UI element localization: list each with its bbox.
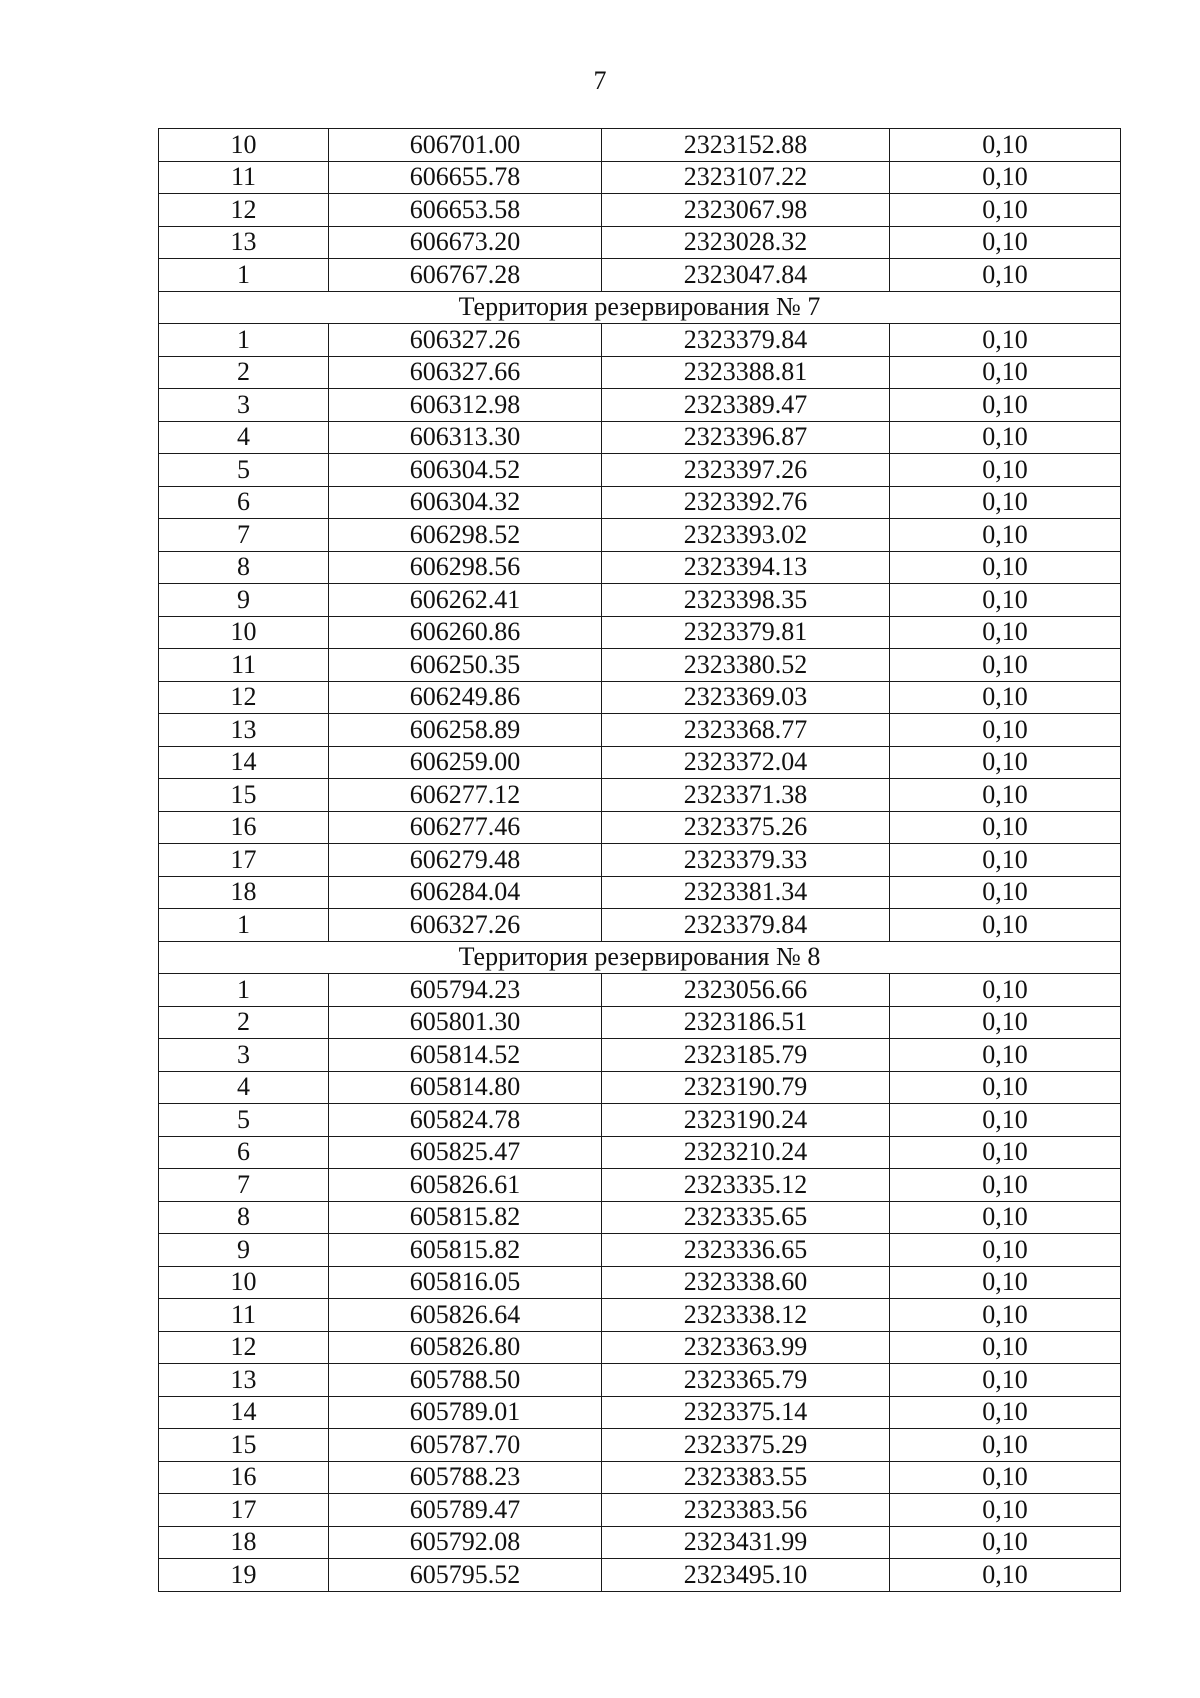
point-number-cell: 16 [159,1461,329,1494]
x-coordinate-cell: 606277.46 [329,811,602,844]
table-row [159,356,1121,389]
table-row [159,1039,1121,1072]
accuracy-cell: 0,10 [890,584,1121,617]
accuracy-cell: 0,10 [890,909,1121,942]
point-number-cell: 1 [159,974,329,1007]
x-coordinate-cell: 605792.08 [329,1526,602,1559]
accuracy-cell: 0,10 [890,1201,1121,1234]
x-coordinate-cell: 606304.32 [329,486,602,519]
accuracy-cell: 0,10 [890,356,1121,389]
point-number-cell: 1 [159,324,329,357]
accuracy-cell: 0,10 [890,226,1121,259]
point-number-cell: 18 [159,1526,329,1559]
accuracy-cell: 0,10 [890,714,1121,747]
y-coordinate-cell: 2323190.24 [602,1104,890,1137]
point-number-cell: 7 [159,1169,329,1202]
table-row [159,1006,1121,1039]
table-row [159,974,1121,1007]
y-coordinate-cell: 2323336.65 [602,1234,890,1267]
x-coordinate-cell: 606260.86 [329,616,602,649]
coordinates-table-body [159,129,1121,1592]
y-coordinate-cell: 2323185.79 [602,1039,890,1072]
accuracy-cell: 0,10 [890,1039,1121,1072]
x-coordinate-cell: 606277.12 [329,779,602,812]
y-coordinate-cell: 2323363.99 [602,1331,890,1364]
table-row [159,746,1121,779]
y-coordinate-cell: 2323389.47 [602,389,890,422]
x-coordinate-cell: 606653.58 [329,194,602,227]
point-number-cell: 15 [159,779,329,812]
table-row [159,226,1121,259]
x-coordinate-cell: 605815.82 [329,1234,602,1267]
x-coordinate-cell: 606298.56 [329,551,602,584]
x-coordinate-cell: 605788.23 [329,1461,602,1494]
table-row [159,811,1121,844]
x-coordinate-cell: 605826.61 [329,1169,602,1202]
x-coordinate-cell: 605825.47 [329,1136,602,1169]
accuracy-cell: 0,10 [890,844,1121,877]
y-coordinate-cell: 2323375.14 [602,1396,890,1429]
table-row [159,1396,1121,1429]
y-coordinate-cell: 2323107.22 [602,161,890,194]
y-coordinate-cell: 2323379.81 [602,616,890,649]
accuracy-cell: 0,10 [890,1104,1121,1137]
y-coordinate-cell: 2323186.51 [602,1006,890,1039]
table-row [159,1299,1121,1332]
point-number-cell: 10 [159,616,329,649]
accuracy-cell: 0,10 [890,551,1121,584]
y-coordinate-cell: 2323067.98 [602,194,890,227]
point-number-cell: 18 [159,876,329,909]
y-coordinate-cell: 2323380.52 [602,649,890,682]
section-title: Территория резервирования № 8 [159,941,1121,974]
y-coordinate-cell: 2323210.24 [602,1136,890,1169]
point-number-cell: 12 [159,1331,329,1364]
x-coordinate-cell: 606327.26 [329,909,602,942]
point-number-cell: 12 [159,681,329,714]
accuracy-cell: 0,10 [890,1331,1121,1364]
accuracy-cell: 0,10 [890,194,1121,227]
table-row [159,194,1121,227]
x-coordinate-cell: 605815.82 [329,1201,602,1234]
table-row [159,421,1121,454]
table-row [159,844,1121,877]
accuracy-cell: 0,10 [890,876,1121,909]
accuracy-cell: 0,10 [890,649,1121,682]
page-number: 7 [593,66,607,95]
table-row [159,616,1121,649]
section-header-row [159,291,1121,324]
table-row [159,876,1121,909]
table-row [159,1461,1121,1494]
table-row [159,1364,1121,1397]
accuracy-cell: 0,10 [890,324,1121,357]
x-coordinate-cell: 606673.20 [329,226,602,259]
point-number-cell: 5 [159,1104,329,1137]
table-row [159,1234,1121,1267]
table-row [159,909,1121,942]
table-row [159,519,1121,552]
table-row [159,714,1121,747]
y-coordinate-cell: 2323375.29 [602,1429,890,1462]
point-number-cell: 13 [159,1364,329,1397]
accuracy-cell: 0,10 [890,1559,1121,1592]
y-coordinate-cell: 2323368.77 [602,714,890,747]
x-coordinate-cell: 606312.98 [329,389,602,422]
accuracy-cell: 0,10 [890,811,1121,844]
point-number-cell: 5 [159,454,329,487]
accuracy-cell: 0,10 [890,519,1121,552]
point-number-cell: 3 [159,389,329,422]
accuracy-cell: 0,10 [890,129,1121,162]
point-number-cell: 8 [159,551,329,584]
y-coordinate-cell: 2323379.33 [602,844,890,877]
table-row [159,649,1121,682]
accuracy-cell: 0,10 [890,1299,1121,1332]
table-row [159,1429,1121,1462]
y-coordinate-cell: 2323047.84 [602,259,890,292]
table-row [159,1559,1121,1592]
point-number-cell: 11 [159,161,329,194]
y-coordinate-cell: 2323388.81 [602,356,890,389]
point-number-cell: 2 [159,356,329,389]
accuracy-cell: 0,10 [890,259,1121,292]
x-coordinate-cell: 606249.86 [329,681,602,714]
x-coordinate-cell: 606259.00 [329,746,602,779]
accuracy-cell: 0,10 [890,421,1121,454]
table-row [159,454,1121,487]
section-header-row [159,941,1121,974]
point-number-cell: 6 [159,1136,329,1169]
coordinates-table [158,128,1121,1592]
accuracy-cell: 0,10 [890,974,1121,1007]
y-coordinate-cell: 2323495.10 [602,1559,890,1592]
accuracy-cell: 0,10 [890,1364,1121,1397]
x-coordinate-cell: 606284.04 [329,876,602,909]
table-row [159,681,1121,714]
point-number-cell: 14 [159,746,329,779]
y-coordinate-cell: 2323383.55 [602,1461,890,1494]
x-coordinate-cell: 606327.26 [329,324,602,357]
point-number-cell: 10 [159,1266,329,1299]
accuracy-cell: 0,10 [890,779,1121,812]
y-coordinate-cell: 2323393.02 [602,519,890,552]
x-coordinate-cell: 605788.50 [329,1364,602,1397]
table-row [159,1494,1121,1527]
point-number-cell: 4 [159,1071,329,1104]
table-row [159,389,1121,422]
y-coordinate-cell: 2323383.56 [602,1494,890,1527]
accuracy-cell: 0,10 [890,681,1121,714]
table-row [159,486,1121,519]
table-row [159,1266,1121,1299]
accuracy-cell: 0,10 [890,746,1121,779]
point-number-cell: 17 [159,844,329,877]
x-coordinate-cell: 605795.52 [329,1559,602,1592]
point-number-cell: 14 [159,1396,329,1429]
point-number-cell: 19 [159,1559,329,1592]
x-coordinate-cell: 605801.30 [329,1006,602,1039]
point-number-cell: 1 [159,259,329,292]
point-number-cell: 8 [159,1201,329,1234]
point-number-cell: 13 [159,226,329,259]
section-title: Территория резервирования № 7 [159,291,1121,324]
accuracy-cell: 0,10 [890,1136,1121,1169]
accuracy-cell: 0,10 [890,1526,1121,1559]
accuracy-cell: 0,10 [890,1396,1121,1429]
table-row [159,779,1121,812]
y-coordinate-cell: 2323431.99 [602,1526,890,1559]
point-number-cell: 2 [159,1006,329,1039]
accuracy-cell: 0,10 [890,1006,1121,1039]
y-coordinate-cell: 2323056.66 [602,974,890,1007]
y-coordinate-cell: 2323394.13 [602,551,890,584]
y-coordinate-cell: 2323190.79 [602,1071,890,1104]
table-row [159,161,1121,194]
x-coordinate-cell: 606655.78 [329,161,602,194]
point-number-cell: 13 [159,714,329,747]
table-row [159,129,1121,162]
table-row [159,324,1121,357]
x-coordinate-cell: 605814.80 [329,1071,602,1104]
y-coordinate-cell: 2323381.34 [602,876,890,909]
point-number-cell: 15 [159,1429,329,1462]
y-coordinate-cell: 2323396.87 [602,421,890,454]
y-coordinate-cell: 2323392.76 [602,486,890,519]
point-number-cell: 9 [159,584,329,617]
point-number-cell: 17 [159,1494,329,1527]
accuracy-cell: 0,10 [890,1071,1121,1104]
x-coordinate-cell: 606327.66 [329,356,602,389]
point-number-cell: 4 [159,421,329,454]
y-coordinate-cell: 2323365.79 [602,1364,890,1397]
x-coordinate-cell: 605814.52 [329,1039,602,1072]
y-coordinate-cell: 2323397.26 [602,454,890,487]
point-number-cell: 7 [159,519,329,552]
y-coordinate-cell: 2323335.12 [602,1169,890,1202]
y-coordinate-cell: 2323369.03 [602,681,890,714]
point-number-cell: 6 [159,486,329,519]
x-coordinate-cell: 606701.00 [329,129,602,162]
accuracy-cell: 0,10 [890,161,1121,194]
x-coordinate-cell: 606767.28 [329,259,602,292]
y-coordinate-cell: 2323375.26 [602,811,890,844]
table-row [159,1104,1121,1137]
table-row [159,1136,1121,1169]
x-coordinate-cell: 605789.47 [329,1494,602,1527]
accuracy-cell: 0,10 [890,1234,1121,1267]
table-row [159,551,1121,584]
x-coordinate-cell: 605794.23 [329,974,602,1007]
accuracy-cell: 0,10 [890,1169,1121,1202]
x-coordinate-cell: 605789.01 [329,1396,602,1429]
table-row [159,584,1121,617]
y-coordinate-cell: 2323371.38 [602,779,890,812]
y-coordinate-cell: 2323398.35 [602,584,890,617]
y-coordinate-cell: 2323335.65 [602,1201,890,1234]
accuracy-cell: 0,10 [890,486,1121,519]
x-coordinate-cell: 605826.64 [329,1299,602,1332]
accuracy-cell: 0,10 [890,454,1121,487]
point-number-cell: 3 [159,1039,329,1072]
x-coordinate-cell: 606258.89 [329,714,602,747]
accuracy-cell: 0,10 [890,1429,1121,1462]
x-coordinate-cell: 606262.41 [329,584,602,617]
point-number-cell: 11 [159,1299,329,1332]
y-coordinate-cell: 2323379.84 [602,909,890,942]
point-number-cell: 1 [159,909,329,942]
table-row [159,1169,1121,1202]
x-coordinate-cell: 606298.52 [329,519,602,552]
y-coordinate-cell: 2323338.12 [602,1299,890,1332]
y-coordinate-cell: 2323152.88 [602,129,890,162]
y-coordinate-cell: 2323379.84 [602,324,890,357]
table-row [159,1331,1121,1364]
point-number-cell: 12 [159,194,329,227]
x-coordinate-cell: 606250.35 [329,649,602,682]
table-row [159,259,1121,292]
accuracy-cell: 0,10 [890,1266,1121,1299]
x-coordinate-cell: 605824.78 [329,1104,602,1137]
y-coordinate-cell: 2323372.04 [602,746,890,779]
table-row [159,1071,1121,1104]
accuracy-cell: 0,10 [890,616,1121,649]
table-row [159,1526,1121,1559]
x-coordinate-cell: 606313.30 [329,421,602,454]
x-coordinate-cell: 606304.52 [329,454,602,487]
point-number-cell: 9 [159,1234,329,1267]
table-row [159,1201,1121,1234]
x-coordinate-cell: 605787.70 [329,1429,602,1462]
x-coordinate-cell: 605816.05 [329,1266,602,1299]
accuracy-cell: 0,10 [890,1461,1121,1494]
accuracy-cell: 0,10 [890,389,1121,422]
point-number-cell: 10 [159,129,329,162]
y-coordinate-cell: 2323028.32 [602,226,890,259]
x-coordinate-cell: 605826.80 [329,1331,602,1364]
x-coordinate-cell: 606279.48 [329,844,602,877]
point-number-cell: 11 [159,649,329,682]
accuracy-cell: 0,10 [890,1494,1121,1527]
y-coordinate-cell: 2323338.60 [602,1266,890,1299]
point-number-cell: 16 [159,811,329,844]
